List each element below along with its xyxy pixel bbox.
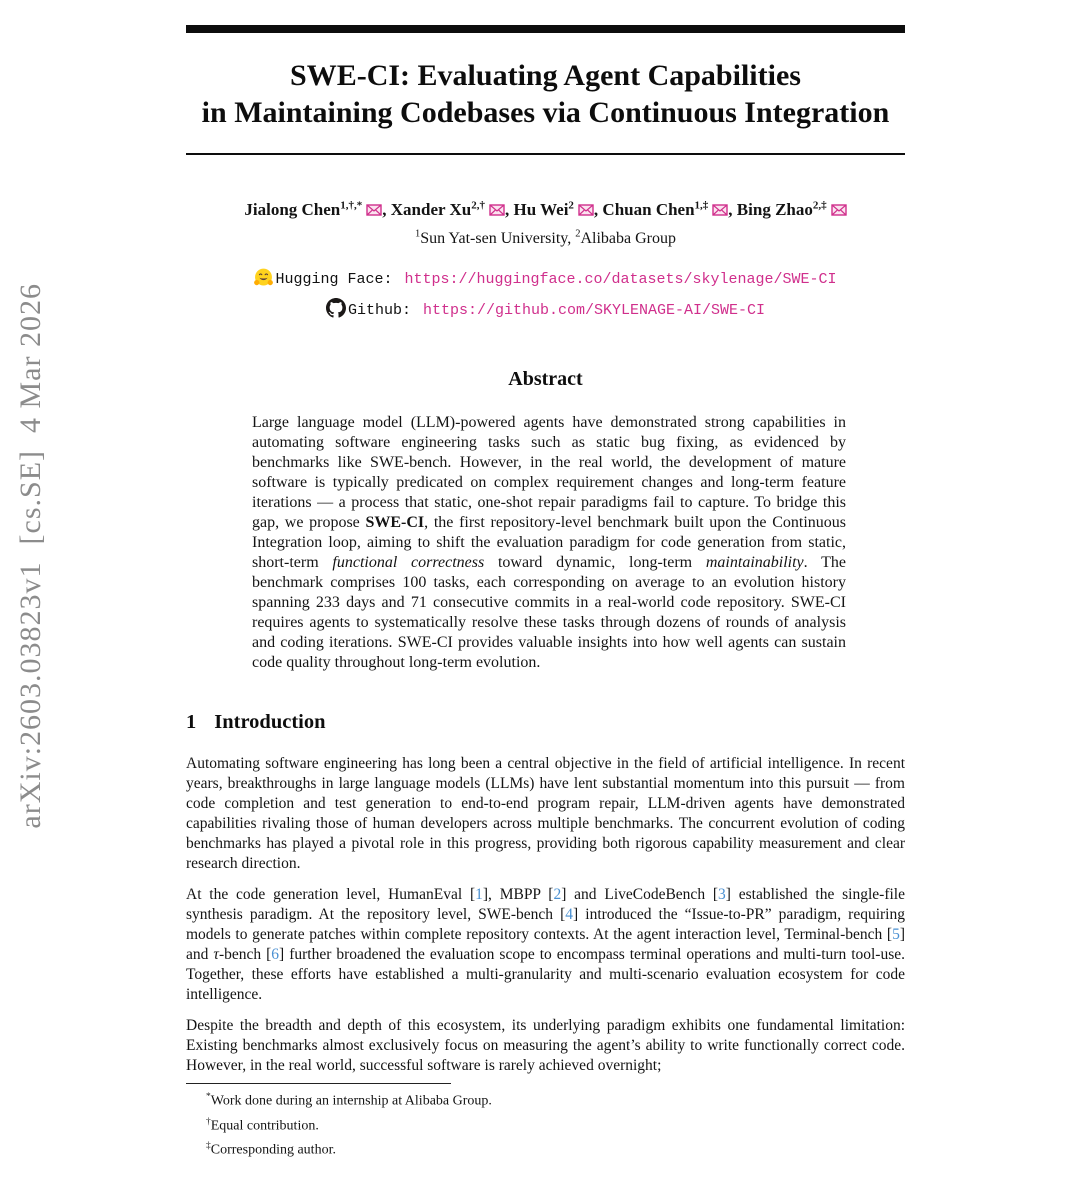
footnote-equal-contribution [186,1112,905,1137]
footnote-mark: * [206,1091,211,1102]
github-line [186,298,905,322]
citation-link[interactable]: 5 [892,925,900,943]
text-segment: SWE-CI [365,513,425,531]
footnote-text: Equal contribution. [210,1118,319,1134]
huggingface-icon [254,268,273,287]
top-rule [186,25,905,33]
citation-link[interactable]: 2 [553,885,562,903]
author [737,200,847,219]
text-segment: functional correctness [332,553,485,571]
intro-paragraph-3 [186,1016,905,1076]
author [513,200,598,219]
text-segment: ], MBPP [ [482,885,554,903]
author-affil-marks: 2 [568,199,574,211]
affiliation-line [186,229,905,248]
envelope-icon[interactable] [712,204,728,216]
citation-link[interactable]: 4 [565,905,574,923]
text-segment: Automating software engineering has long been a central objective in the field of artificial intelligence. In recent years, breakthroughs in large language models (LLMs) have lent substantial momentum into this pursuit — from code completion and test generation to end-to-end program repair, LLM-driven agents have demonstrated capabilities rivaling those of human developers across multiple benchmarks. The concurrent evolution of coding benchmarks has played a pivotal role in this progress, providing both rigorous capability measurement and clear research direction. [186,754,905,872]
paper-title [186,57,905,131]
title-line-2: in Maintaining Codebases via Continuous Integration [201,96,890,129]
author-affil-marks: 1,†,* [340,199,363,211]
author-separator: , [504,199,510,219]
title-line-1: SWE-CI: Evaluating Agent Capabilities [290,59,801,92]
text-segment: maintainability [705,553,804,571]
text-segment: ] and LiveCodeBench [ [561,885,719,903]
author [602,200,732,219]
author-name: Chuan Chen [602,199,695,219]
citation-link[interactable]: 3 [718,885,726,903]
text-segment: Large language model (LLM)-powered agents have demonstrated strong capabilities in automating software engineering tasks such as static bug fixing, as evidenced by benchmarks like SWE-bench. However, in the real world, the development of mature software is typically predicated on complex requirement changes and long-term feature iterations — a process that static, one-shot repair paradigms fail to capture. To bridge this gap, we propose [252,413,846,531]
author-name: Xander Xu [390,199,472,219]
abstract-heading: Abstract [508,367,583,390]
huggingface-line [186,268,905,291]
text-segment: τ [213,945,219,963]
affiliation-number: 2 [575,228,581,240]
author [244,200,386,219]
text-segment: ] and [186,925,905,963]
paper-content [186,0,905,1161]
text-segment: , the first repository-level benchmark built upon the Continuous Integration loop, aiming to shift the evaluation paradigm for code generation from static, short-term [252,513,846,571]
author [391,200,509,219]
affiliation-number: 1 [415,228,421,240]
footnote-corresponding-author [186,1136,905,1161]
envelope-icon[interactable] [366,204,382,216]
citation-link[interactable]: 6 [271,945,280,963]
envelope-icon[interactable] [489,204,505,216]
text-segment: -bench [ [218,945,272,963]
huggingface-link[interactable]: https://huggingface.co/datasets/skylenage/SWE-CI [404,270,837,288]
author-affil-marks: 2,‡ [812,199,827,211]
github-label: Github: [347,301,411,319]
author-affil-marks: 1,‡ [694,199,709,211]
author-separator: , [728,199,733,219]
footnote-text: Corresponding author. [210,1142,336,1158]
huggingface-label: Hugging Face: [275,270,393,288]
author-separator: , [382,199,387,219]
section-heading-introduction [186,711,905,734]
github-icon [326,298,346,318]
title-rule [186,153,905,155]
footnote-internship [186,1087,905,1112]
author-name: Bing Zhao [736,199,813,219]
affiliation-separator: , [567,229,572,247]
intro-paragraph-2 [186,885,905,1005]
arxiv-watermark: arXiv:2603.03823v1 [cs.SE] 4 Mar 2026 [14,283,47,829]
author-line [186,199,905,220]
section-number: 1 [186,710,197,733]
abstract-text [252,413,846,673]
footnote-mark: ‡ [206,1141,211,1152]
footnote-mark: † [206,1116,211,1127]
section-title: Introduction [214,710,326,733]
text-segment: ] further broadened the evaluation scope to encompass terminal operations and multi-turn tool-use. Together, these efforts have established a multi-granularity and multi-scenario evaluation ecosystem for code intelligence. [186,945,905,1003]
text-segment: toward dynamic, long-term [484,553,706,571]
text-segment: At the code generation level, HumanEval [ [186,885,476,903]
envelope-icon[interactable] [831,204,847,216]
author-name: Jialong Chen [244,199,341,219]
author-separator: , [593,199,599,219]
text-segment: . The benchmark comprises 100 tasks, each corresponding on average to an evolution history spanning 233 days and 71 consecutive commits in a real-world code repository. SWE-CI requires agents to systematically resolve these tasks through dozens of rounds of analysis and coding iterations. SWE-CI provides valuable insights into how well agents can sustain code quality throughout long-term evolution. [252,553,846,671]
author-name: Hu Wei [513,199,569,219]
footnotes [186,1087,905,1161]
text-segment: ] introduced the “Issue-to-PR” paradigm, requiring models to generate patches within complete repository contexts. At the agent interaction level, Terminal-bench [ [186,905,905,943]
affiliation-name: Alibaba Group [580,229,676,247]
affiliation [415,230,571,247]
citation-link[interactable]: 1 [475,885,483,903]
envelope-icon[interactable] [578,204,594,216]
author-affil-marks: 2,† [471,199,485,211]
text-segment: Despite the breadth and depth of this ecosystem, its underlying paradigm exhibits one fundamental limitation: Existing benchmarks almost exclusively focus on measuring the agent’s ability to write functionally correct code. However, in the real world, successful software is rarely achieved overnight; [186,1016,905,1074]
intro-paragraph-1 [186,754,905,874]
footnote-rule [186,1083,451,1084]
github-link[interactable]: https://github.com/SKYLENAGE-AI/SWE-CI [422,301,766,319]
affiliation [575,230,676,247]
affiliation-name: Sun Yat-sen University [420,229,568,247]
text-segment: ] established the single-file synthesis paradigm. At the repository level, SWE-bench [ [186,885,905,923]
footnote-text: Work done during an internship at Alibaba Group. [210,1093,492,1109]
